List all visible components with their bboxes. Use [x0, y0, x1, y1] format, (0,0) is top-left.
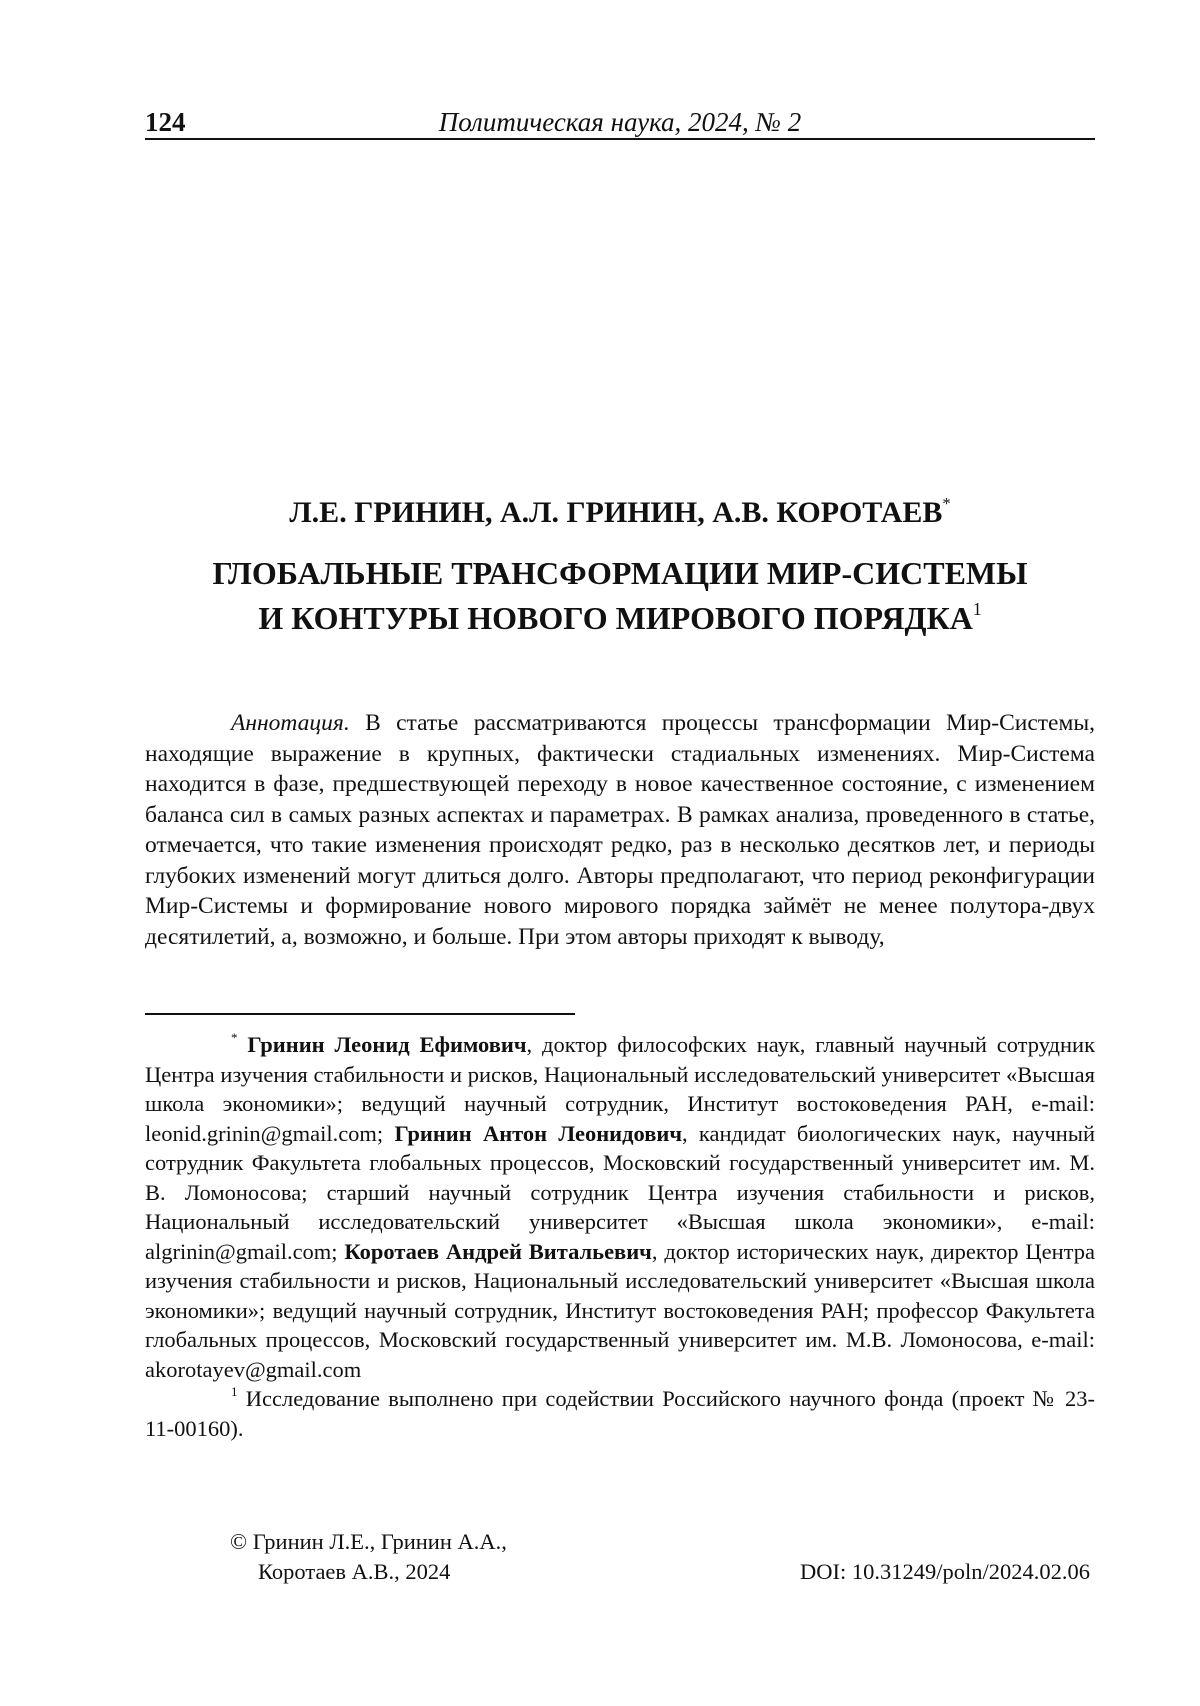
title-line-2 [145, 596, 1095, 641]
authors-footnote-mark: * [231, 1030, 238, 1045]
authors-footnote [145, 1030, 1095, 1384]
page-number: 124 [145, 106, 186, 138]
author-3-info: , доктор исторических наук, директор Центра изучения стабильности и рисков, Национальный исследовательский университет «Высшая школа экономики»; ведущий научный сотрудник, Институт востоковедения РАН; профессор Факультета глобальных процессов, Московский государственный университет им. М.В. Ломоносова, e-mail: akorotayev@gmail.com [145, 1239, 1095, 1382]
author-2-info: , кандидат биологических наук, научный сотрудник Факультета глобальных процессов, Московский государственный университет им. М. В. Ломоносова; старший научный сотрудник Центра изучения стабильности и рисков, Национальный исследовательский университет «Высшая школа экономики», e-mail: algrinin@gmail.com; [145, 1121, 1095, 1264]
journal-title: Политическая наука, 2024, № 2 [145, 106, 1095, 138]
funding-footnote [145, 1384, 1095, 1443]
copyright-line-2: Коротаев А.В., 2024 [230, 1557, 507, 1587]
author-3-name: Коротаев Андрей Витальевич [344, 1239, 651, 1264]
abstract [145, 708, 1095, 952]
title-line-1: ГЛОБАЛЬНЫЕ ТРАНСФОРМАЦИИ МИР-СИСТЕМЫ [145, 551, 1095, 596]
author-2-name: Гринин Антон Леонидович [394, 1121, 682, 1146]
page-header [145, 106, 1095, 140]
author-1-info: , доктор философских наук, главный научный сотрудник Центра изучения стабильности и рисков, Национальный исследовательский университет «Высшая школа экономики»; ведущий научный сотрудник, Институт востоковедения РАН, e-mail: leonid.grinin@gmail.com; [145, 1032, 1095, 1146]
footnotes [145, 1030, 1095, 1443]
author-1-name: Гринин Леонид Ефимович [247, 1032, 526, 1057]
doi[interactable]: DOI: 10.31249/poln/2024.02.06 [800, 1557, 1090, 1587]
abstract-label: Аннотация. [231, 710, 350, 736]
funding-text: Исследование выполнено при содействии Российского научного фонда (проект № 23-11-00160). [145, 1386, 1095, 1441]
author-footnote-mark[interactable]: * [942, 494, 950, 513]
copyright-line-1: © Гринин Л.Е., Гринин А.А., [230, 1527, 507, 1557]
funding-footnote-mark: 1 [231, 1384, 238, 1399]
title-line-2-text: И КОНТУРЫ НОВОГО МИРОВОГО ПОРЯДКА [258, 600, 973, 636]
article-title [145, 551, 1095, 641]
article-authors [145, 493, 1095, 533]
footnote-separator [145, 1013, 575, 1015]
author-names: Л.Е. ГРИНИН, А.Л. ГРИНИН, А.В. КОРОТАЕВ [289, 496, 942, 529]
abstract-text: В статье рассматриваются процессы трансформации Мир-Системы, находящие выражение в крупных, фактически стадиальных изменениях. Мир-Система находится в фазе, предшествующей переходу в новое качественное состояние, с изменением баланса сил в самых разных аспектах и параметрах. В рамках анализа, проведенного в статье, отмечается, что такие изменения происходят редко, раз в несколько десятков лет, и периоды глубоких изменений могут длиться долго. Авторы предполагают, что период реконфигурации Мир-Системы и формирование нового мирового порядка займёт не менее полутора-двух десятилетий, а, возможно, и больше. При этом авторы приходят к выводу, [145, 710, 1095, 950]
copyright [230, 1527, 507, 1587]
title-footnote-mark[interactable]: 1 [973, 599, 982, 619]
